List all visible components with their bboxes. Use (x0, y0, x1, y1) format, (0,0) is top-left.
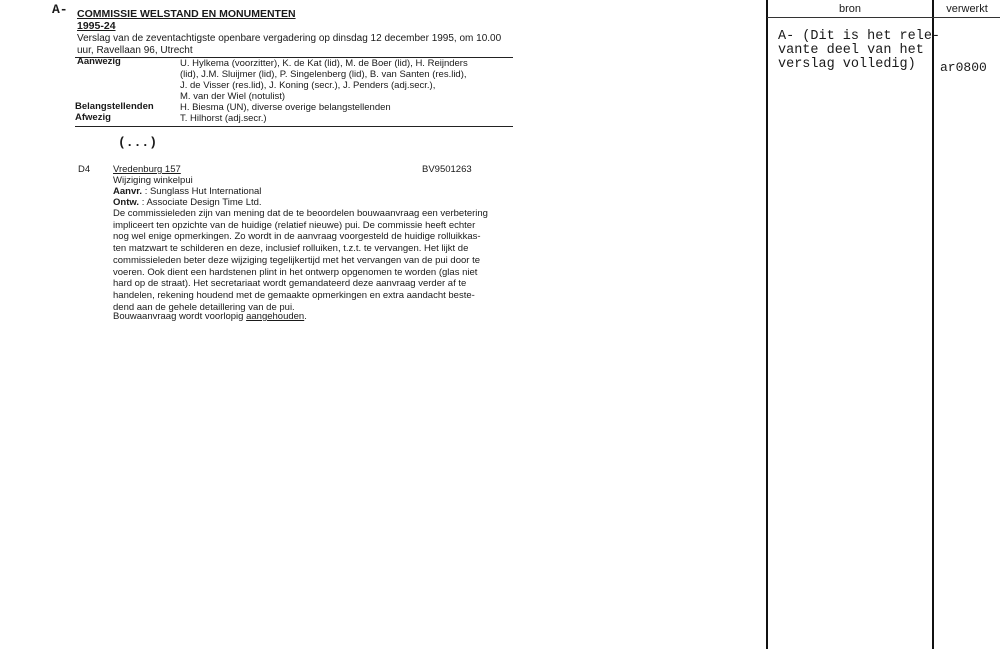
body-line: hard op de straat). Het secretariaat wordt gemandateerd deze aanvraag verder af te (113, 278, 467, 290)
applicant-row (113, 186, 261, 197)
stakeholders-value: H. Biesma (UN), diverse overige belangstellenden (180, 102, 391, 113)
verwerkt-value: ar0800 (940, 60, 987, 75)
designer-value: : Associate Design Time Ltd. (141, 197, 262, 208)
conclusion-decision: aangehouden (246, 311, 305, 322)
conclusion-suffix: . (304, 311, 307, 322)
present-line: J. de Visser (res.lid), J. Koning (secr.), J. Penders (adj.secr.), (180, 80, 436, 91)
column-header-bron: bron (838, 3, 862, 15)
body-line: handelen, rekening houdend met de gemaakte opmerkingen en extra aandacht beste- (113, 289, 475, 301)
column-header-verwerkt: verwerkt (946, 3, 988, 15)
omission-ellipsis: (...) (118, 135, 158, 150)
body-line: impliceert ten opzichte van de huidige (relatief nieuwe) pui. De commissie heeft echter (113, 219, 476, 231)
table-column-divider (932, 0, 934, 649)
meeting-subtitle-line-1: Verslag van de zeventachtigste openbare vergadering op dinsdag 12 december 1995, om 10.00 (77, 33, 502, 44)
body-line: voeren. Ook dient een hardstenen plint in het ontwerp opgenomen te worden (glas niet (113, 266, 478, 278)
applicant-value: : Sunglass Hut International (144, 186, 262, 197)
stakeholders-label: Belangstellenden (75, 101, 154, 112)
designer-label: Ontw. (113, 197, 140, 208)
body-line: nog wel enige opmerkingen. Zo wordt in de aanvraag voorgesteld de huidige rolluikkas- (113, 231, 481, 243)
absent-label: Afwezig (75, 112, 111, 123)
table-left-border (766, 0, 768, 649)
attendance-rule (75, 126, 513, 127)
commission-title: COMMISSIE WELSTAND EN MONUMENTEN (77, 8, 296, 20)
present-line: U. Hylkema (voorzitter), K. de Kat (lid), M. de Boer (lid), H. Reijnders (180, 58, 468, 69)
body-line: ten matzwart te schilderen en deze, inclusief rolluiken, t.z.t. te vervangen. Het lijkt de (113, 243, 469, 255)
item-body (113, 208, 488, 313)
present-line: M. van der Wiel (notulist) (180, 91, 286, 102)
applicant-label: Aanvr. (113, 186, 143, 197)
designer-row (113, 197, 262, 208)
item-reference: BV9501263 (422, 164, 472, 175)
bron-note-line: verslag volledig) (778, 57, 916, 72)
meeting-subtitle-line-2: uur, Ravellaan 96, Utrecht (77, 45, 193, 56)
absent-value: T. Hilhorst (adj.secr.) (180, 113, 267, 124)
body-line: commissieleden beter deze wijziging tegelijkertijd met het vervangen van de pui door te (113, 254, 481, 266)
bron-note-line: vante deel van het (778, 43, 924, 58)
bron-note (778, 30, 940, 72)
item-description: Wijziging winkelpui (113, 175, 193, 186)
meeting-number: 1995-24 (77, 20, 116, 32)
present-label: Aanwezig (77, 56, 121, 67)
body-line: De commissieleden zijn van mening dat de te beoordelen bouwaanvraag een verbetering (113, 208, 488, 219)
item-address: Vredenburg 157 (113, 164, 181, 175)
body-line: dend aan de gehele detaillering van de pui. (113, 301, 295, 313)
conclusion-prefix: Bouwaanvraag wordt voorlopig (113, 311, 247, 322)
present-line: (lid), J.M. Sluijmer (lid), P. Singelenberg (lid), B. van Santen (res.lid), (180, 69, 467, 80)
section-marker: A- (52, 2, 68, 17)
table-header-rule (767, 17, 1000, 18)
item-code: D4 (78, 164, 91, 175)
bron-note-line: A- (Dit is het rele- (778, 29, 941, 44)
conclusion (113, 311, 307, 322)
